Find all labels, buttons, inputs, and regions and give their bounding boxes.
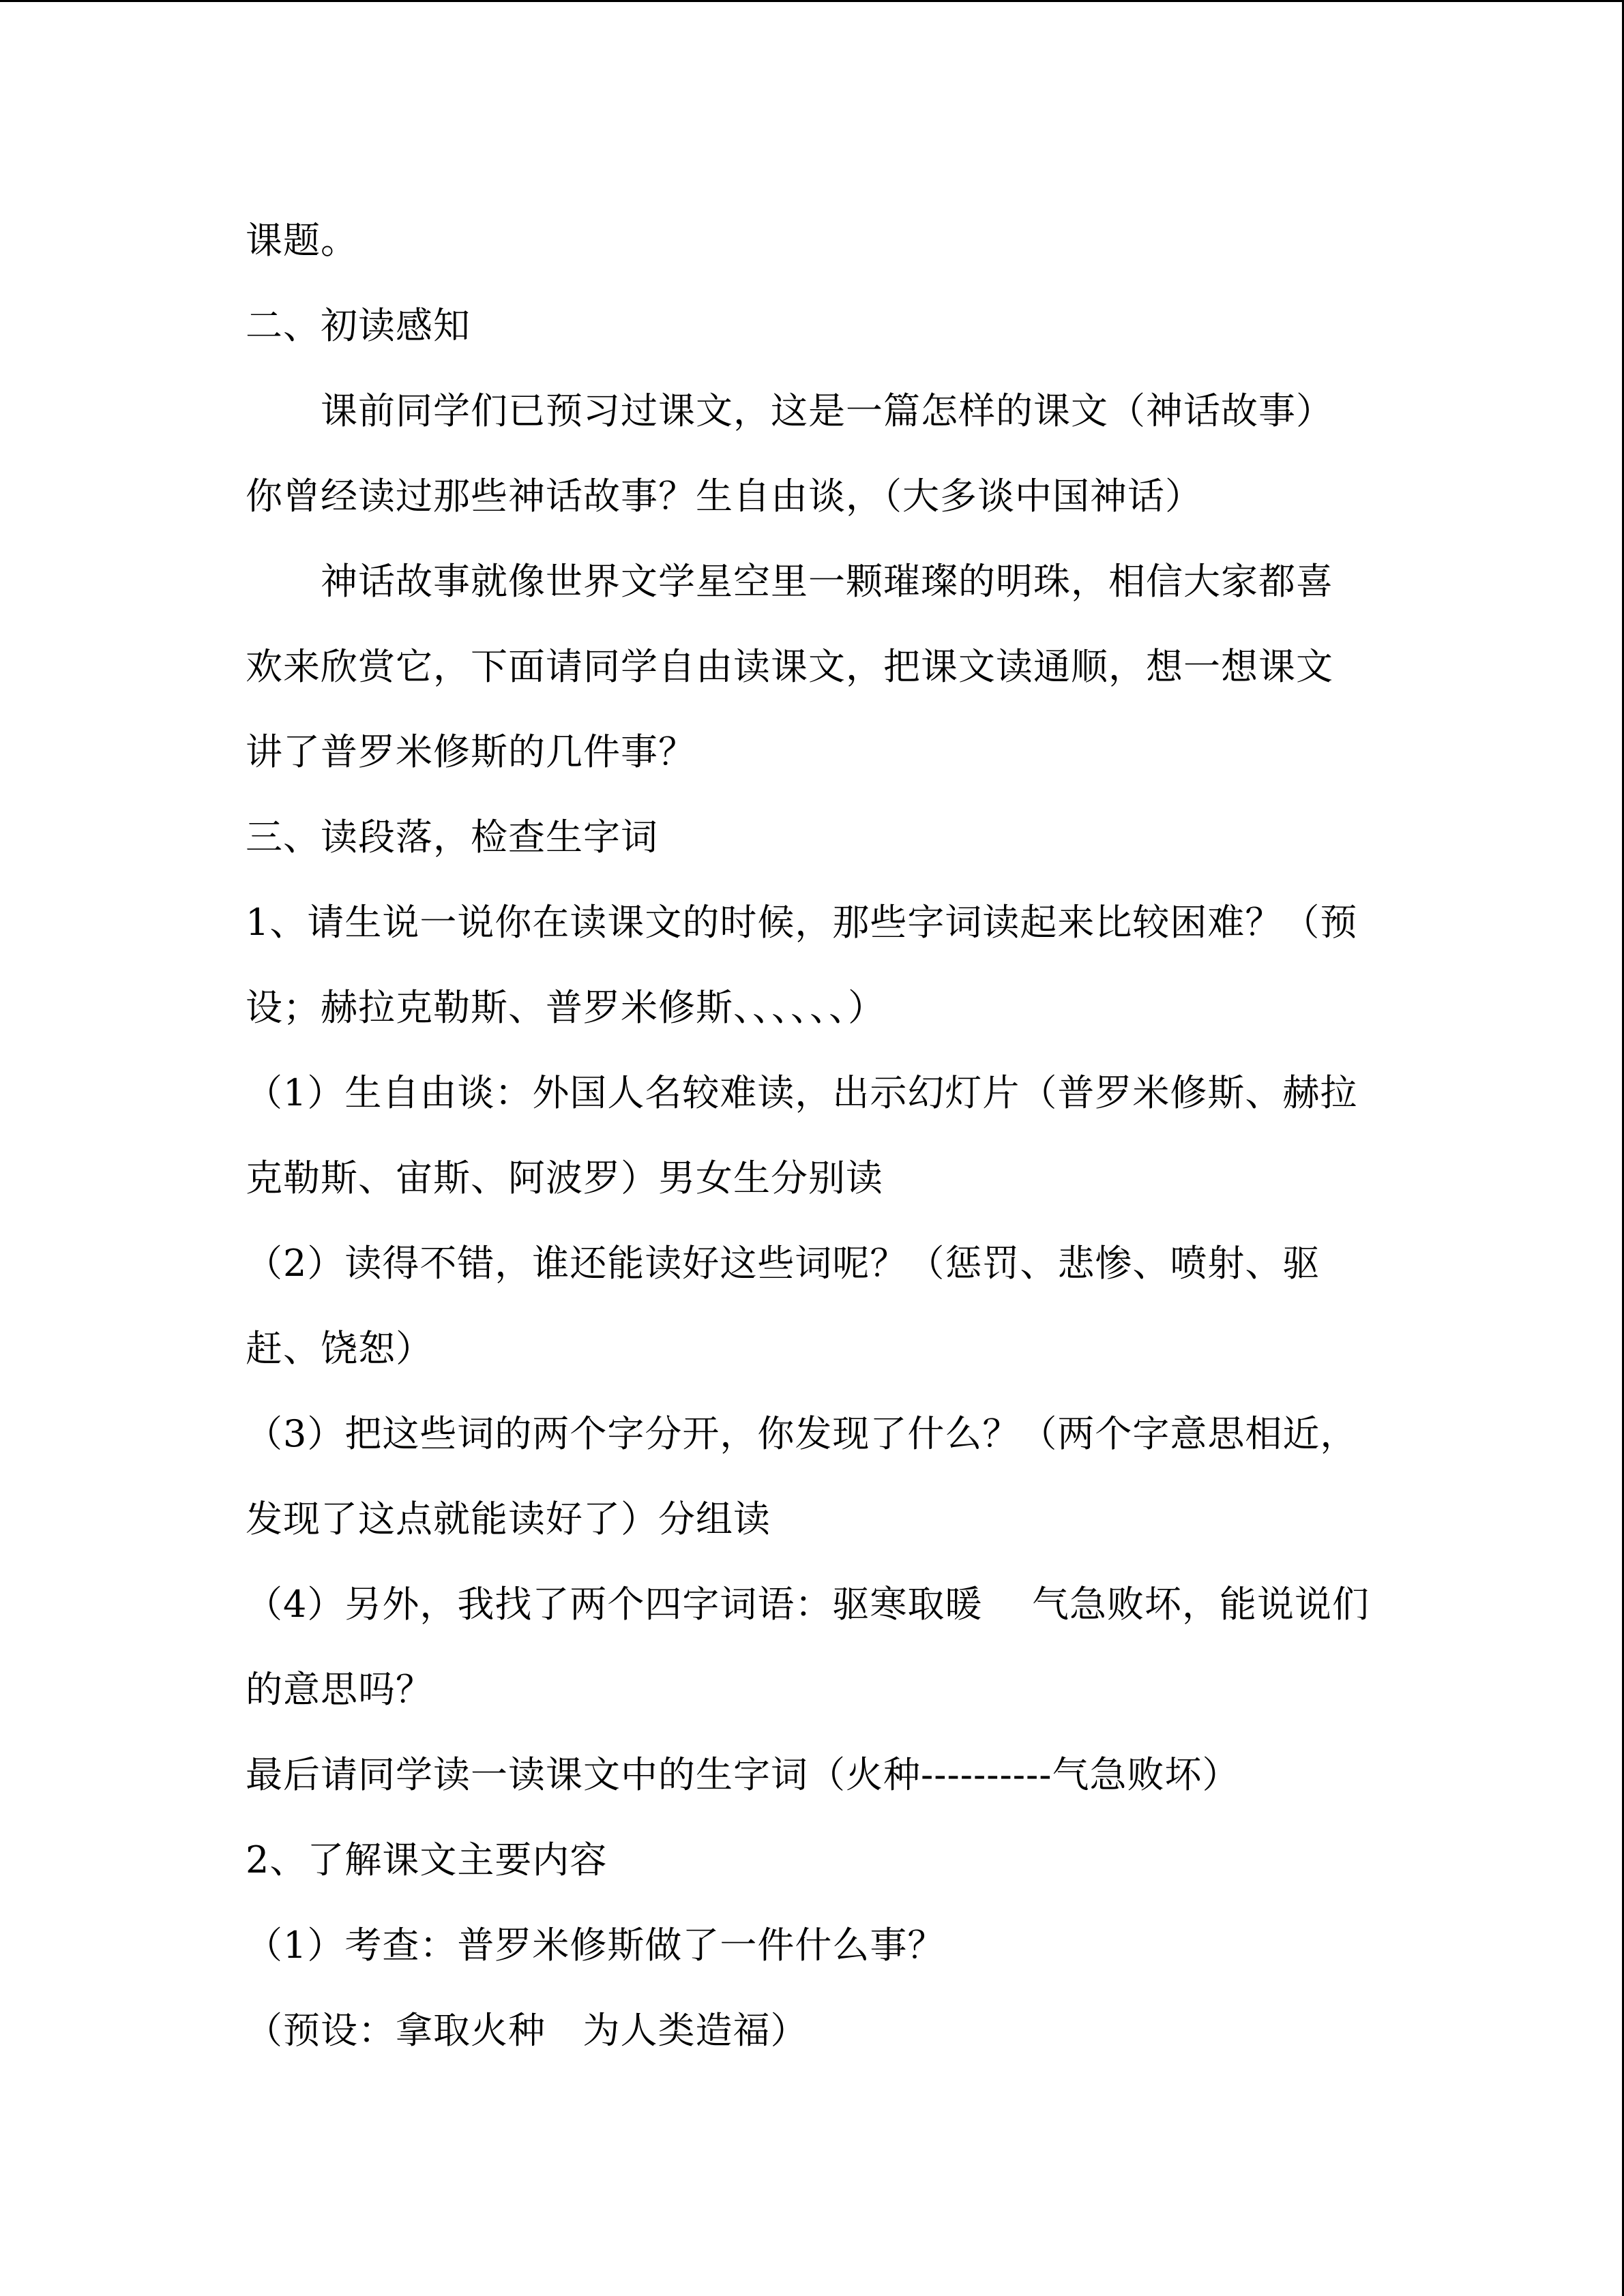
page-top-border (0, 0, 1624, 2)
item-1-difficult-words-cont: 设；赫拉克勒斯、普罗米修斯、、、、、、） (246, 986, 885, 1029)
subitem-2-read-words-cont: 赶、饶恕） (246, 1327, 433, 1370)
paragraph-read-new-words: 最后请同学读一读课文中的生字词（火种----------气急败坏） (246, 1753, 1240, 1796)
subitem-2-read-words: （2）读得不错，谁还能读好这些词呢？（惩罚、悲惨、喷射、驱 (246, 1242, 1320, 1285)
document-body (246, 217, 1391, 2092)
subitem-1-preset-answer: （预设：拿取火种 为人类造福） (246, 2009, 808, 2052)
paragraph-preview-question-cont: 你曾经读过那些神话故事？生自由谈，（大多谈中国神话） (246, 475, 1202, 518)
subitem-4-idioms-cont: 的意思吗？ (246, 1668, 433, 1711)
item-1-difficult-words: 1、请生说一说你在读课文的时候，那些字词读起来比较困难？（预 (246, 901, 1358, 944)
item-2-main-content: 2、了解课文主要内容 (246, 1838, 608, 1881)
section-heading-check-words: 三、读段落，检查生字词 (246, 816, 658, 859)
subitem-1-question: （1）考查：普罗米修斯做了一件什么事？ (246, 1924, 945, 1967)
subitem-3-split-words: （3）把这些词的两个字分开，你发现了什么？（两个字意思相近， (246, 1412, 1358, 1455)
text-line-lesson-title-end: 课题。 (246, 219, 358, 262)
subitem-4-idioms: （4）另外，我找了两个四字词语：驱寒取暖 气急败坏，能说说们 (246, 1583, 1370, 1626)
paragraph-myth-intro: 神话故事就像世界文学星空里一颗璀璨的明珠，相信大家都喜 (321, 560, 1333, 603)
paragraph-myth-intro-cont-2: 讲了普罗米修斯的几件事？ (246, 730, 696, 773)
subitem-1-foreign-names-cont: 克勒斯、宙斯、阿波罗）男女生分别读 (246, 1157, 883, 1199)
subitem-1-foreign-names: （1）生自由谈：外国人名较难读，出示幻灯片（普罗米修斯、赫拉 (246, 1071, 1358, 1114)
paragraph-myth-intro-cont-1: 欢来欣赏它，下面请同学自由读课文，把课文读通顺，想一想课文 (246, 645, 1333, 688)
section-heading-first-reading: 二、初读感知 (246, 304, 471, 347)
subitem-3-split-words-cont: 发现了这点就能读好了）分组读 (246, 1497, 771, 1540)
paragraph-preview-question: 课前同学们已预习过课文，这是一篇怎样的课文（神话故事） (321, 389, 1333, 432)
